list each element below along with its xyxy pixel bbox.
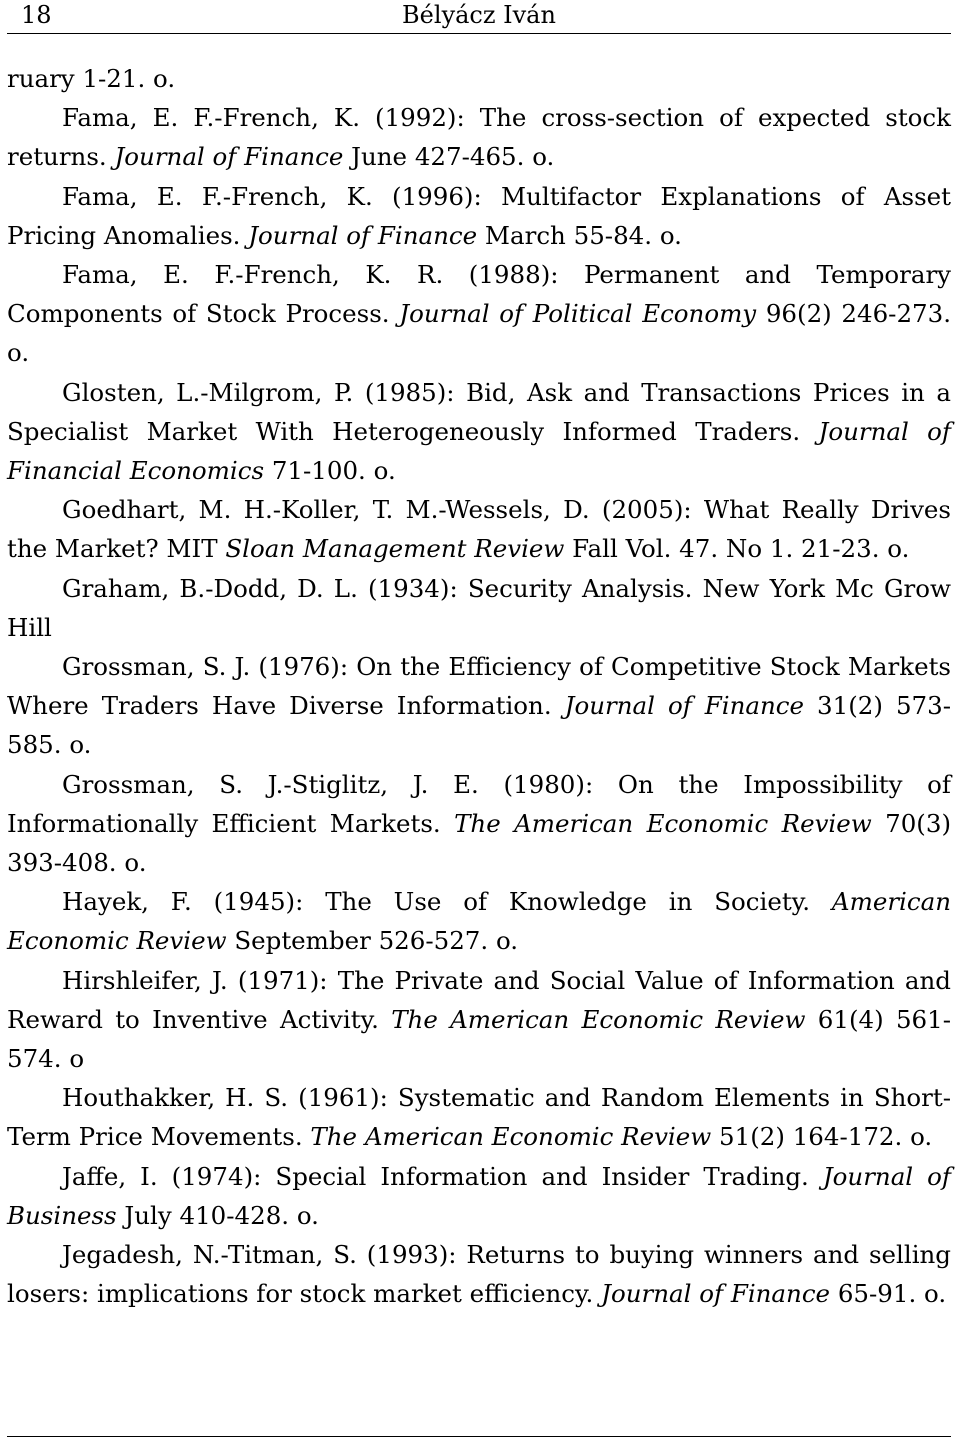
journal-title: The American Economic Review (310, 1122, 712, 1152)
journal-title: The American Economic Review (391, 1004, 806, 1034)
journal-title: Journal of Financial Economics (7, 416, 951, 486)
page-number: 18 (21, 1, 52, 29)
reference-entry: Fama, E. F.-French, K. (1996): Multifactor Explanations of Asset Pricing Anomalies. Journal of Finance March 55-84. o. (7, 181, 951, 250)
footer-rule (7, 1436, 951, 1437)
reference-entry: Goedhart, M. H.-Koller, T. M.-Wessels, D. (2005): What Really Drives the Market? MIT Sloan Management Review Fall Vol. 47. No 1. 21-23. o. (7, 495, 951, 564)
journal-title: Journal of Finance (248, 220, 478, 250)
journal-title: Sloan Management Review (225, 534, 565, 564)
running-head: Bélyácz Iván (402, 1, 556, 29)
reference-entry: Fama, E. F.-French, K. (1992): The cross-section of expected stock returns. Journal of Finance June 427-465. o. (7, 103, 951, 172)
reference-entry: Houthakker, H. S. (1961): Systematic and Random Elements in Short-Term Price Movements. The American Economic Review 51(2) 164-172. o. (7, 1083, 951, 1152)
reference-entry: Jegadesh, N.-Titman, S. (1993): Returns to buying winners and selling losers: implications for stock market efficiency. Journal of Finance 65-91. o. (7, 1240, 951, 1309)
reference-entry: Hayek, F. (1945): The Use of Knowledge in Society. American Economic Review September 526-527. o. (7, 887, 951, 956)
journal-title: Journal of Business (7, 1161, 951, 1230)
journal-title: The American Economic Review (454, 808, 872, 838)
reference-entry: ruary 1-21. o. (7, 64, 176, 93)
reference-entry: Hirshleifer, J. (1971): The Private and Social Value of Information and Reward to Inventive Activity. The American Economic Review 61(4) 561-574. o (7, 965, 951, 1074)
reference-list (7, 59, 951, 1314)
reference-entry: Fama, E. F.-French, K. R. (1988): Permanent and Temporary Components of Stock Process. Journal of Political Economy 96(2) 246-273. o. (7, 260, 952, 368)
page (7, 0, 951, 1445)
journal-title: Journal of Finance (564, 691, 805, 721)
journal-title: American Economic Review (7, 887, 951, 956)
reference-entry: Grossman, S. J.-Stiglitz, J. E. (1980): On the Impossibility of Informationally Efficient Markets. The American Economic Review 70(3) 393-408. o. (7, 769, 952, 878)
reference-entry: Grossman, S. J. (1976): On the Efficiency of Competitive Stock Markets Where Traders Have Diverse Information. Journal of Finance 31(2) 573-585. o. (7, 652, 951, 760)
reference-entry: Glosten, L.-Milgrom, P. (1985): Bid, Ask and Transactions Prices in a Specialist Market With Heterogeneously Informed Traders. Journal of Financial Economics 71-100. o. (7, 377, 951, 486)
reference-entry: Graham, B.-Dodd, D. L. (1934): Security Analysis. New York Mc Grow Hill (7, 573, 951, 642)
page-header (7, 0, 951, 34)
journal-title: Journal of Finance (601, 1279, 831, 1309)
journal-title: Journal of Finance (114, 142, 344, 172)
reference-entry: Jaffe, I. (1974): Special Information and Insider Trading. Journal of Business July 410-428. o. (7, 1161, 951, 1230)
journal-title: Journal of Political Economy (399, 299, 757, 329)
